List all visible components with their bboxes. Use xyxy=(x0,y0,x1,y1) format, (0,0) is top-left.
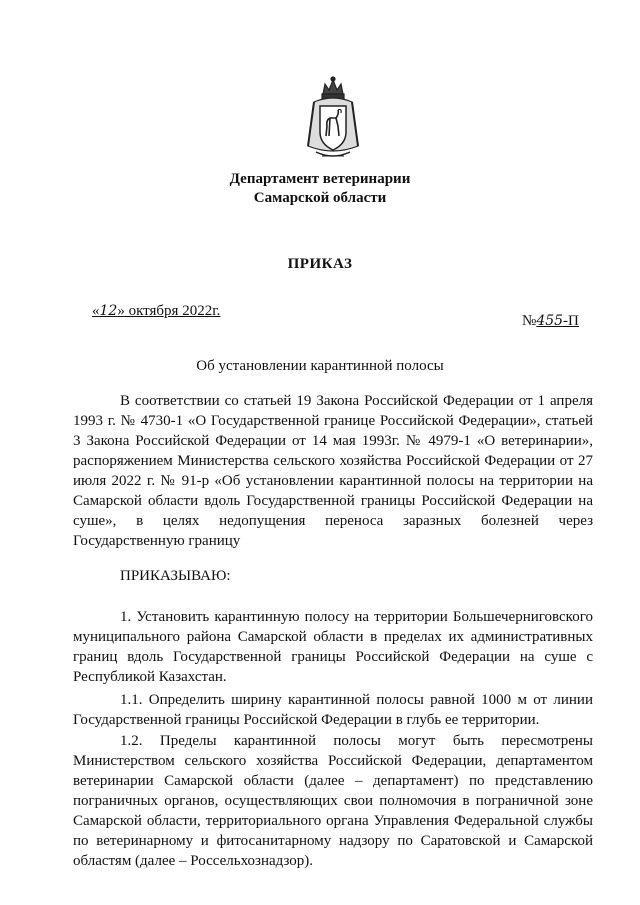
department-heading xyxy=(0,170,640,208)
date-close-quote: » xyxy=(117,303,125,319)
number-prefix: № xyxy=(522,313,537,329)
date-month-year: октября 2022г. xyxy=(124,303,221,319)
department-line-2: Самарской области xyxy=(253,190,387,206)
number-value: 455 xyxy=(536,313,564,329)
document-number xyxy=(522,313,579,330)
item-1-1-paragraph: 1.1. Определить ширину карантинной полосы равной 1000 м от линии Государственной границы Российской Федерации в глубь ее территории. xyxy=(73,692,593,728)
department-line-1: Департамент ветеринарии xyxy=(229,171,411,187)
order-word: ПРИКАЗЫВАЮ: xyxy=(120,568,231,584)
date-open-quote: « xyxy=(92,303,100,319)
document-subject: Об установлении карантинной полосы xyxy=(196,358,444,374)
coat-of-arms-emblem xyxy=(302,76,364,164)
document-date xyxy=(92,303,220,320)
date-day: 12 xyxy=(99,303,118,319)
item-1-paragraph: 1. Установить карантинную полосу на территории Большечерниговского муниципального района Самарской области в пределах их административных границ вдоль Государственной границы Российской Федерации на суше с Республикой Казахстан. xyxy=(73,609,593,685)
item-1-2-paragraph: 1.2. Пределы карантинной полосы могут быть пересмотрены Министерством сельского хозяйства Российской Федерации, департаментом ветеринарии Самарской области (далее – департамент) по представлению пограничных органов, осуществляющих свои полномочия в пограничной зоне Самарской области, территориального органа Управления Федеральной службы по ветеринарному и фитосанитарному надзору по Саратовской и Самарской областям (далее – Россельхознадзор). xyxy=(73,733,593,869)
preamble-paragraph: В соответствии со статьей 19 Закона Российской Федерации от 1 апреля 1993 г. № 4730-1 «О Государственной границе Российской Федерации», статьей 3 Закона Российской Федерации от 14 мая 1993г. № 4979-1 «О ветеринарии», распоряжением Министерства сельского хозяйства Российской Федерации от 27 июля 2022 г. № 91-р «Об установлении карантинной полосы на территории на Самарской области вдоль Государственной границы Российской Федерации на суше», в целях недопущения переноса заразных болезней через Государственную границу xyxy=(73,393,593,549)
document-title: ПРИКАЗ xyxy=(287,256,353,272)
number-suffix: -П xyxy=(563,313,579,329)
